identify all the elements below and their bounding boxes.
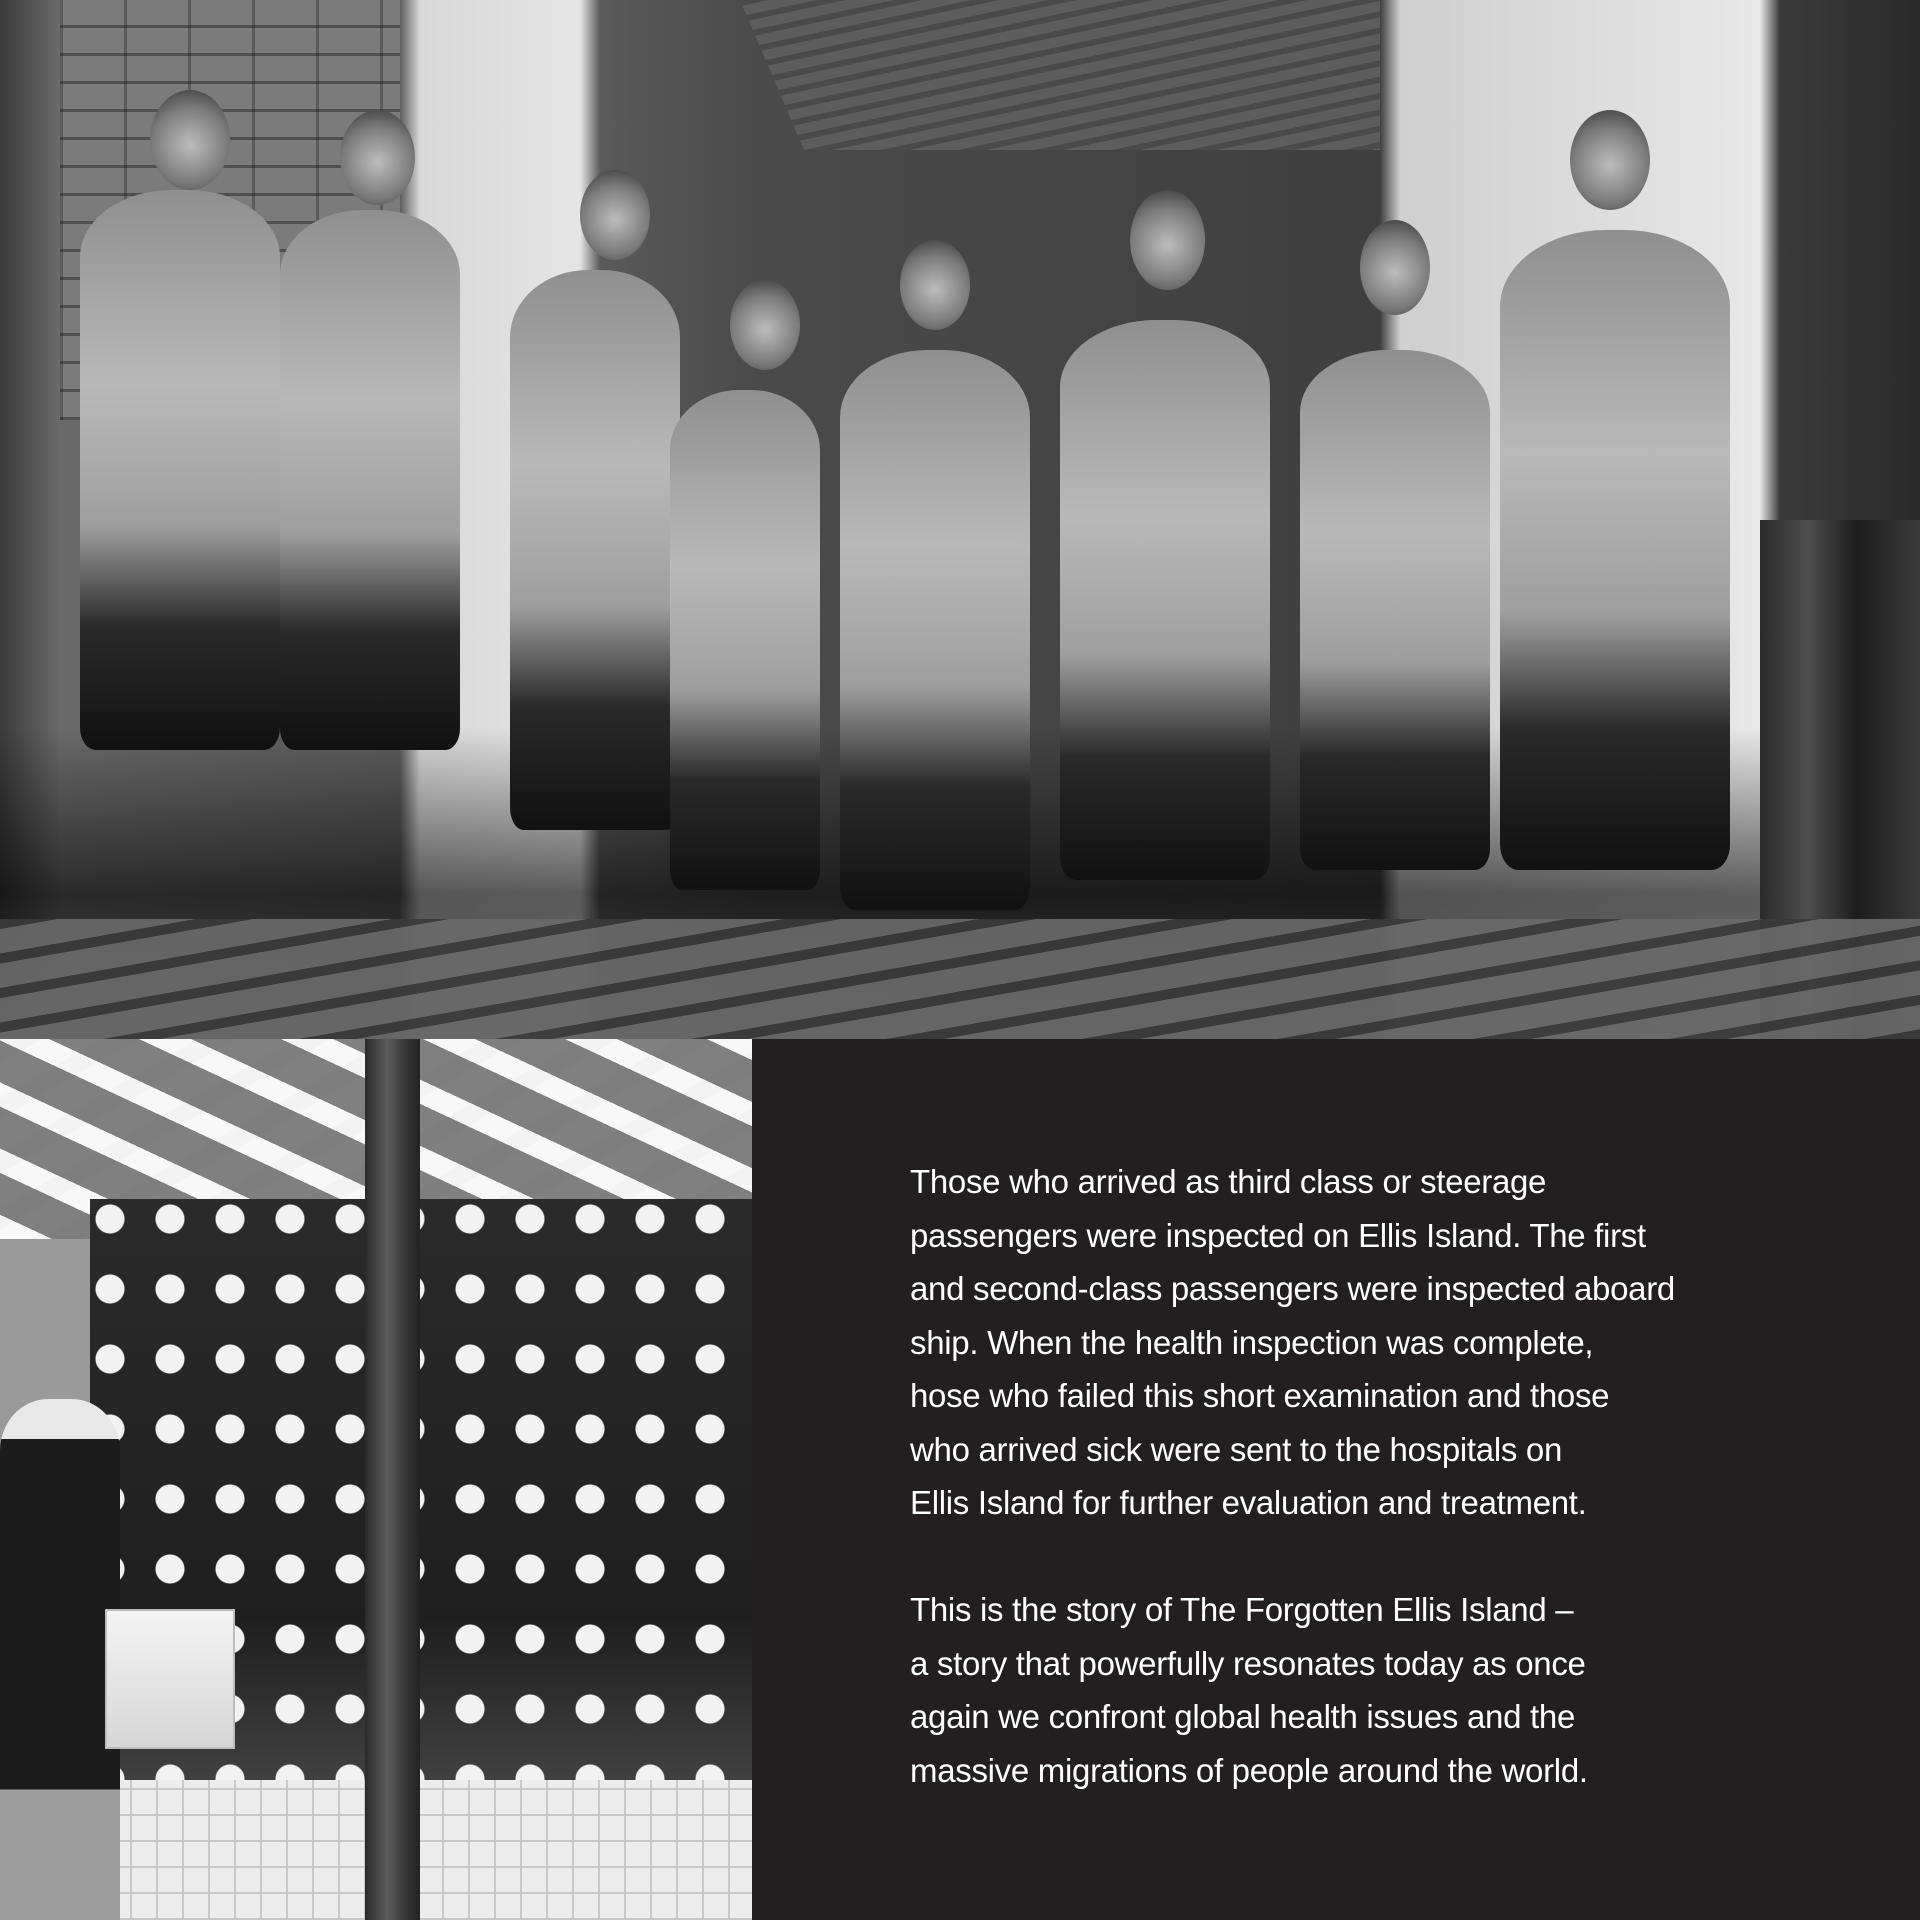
- person-head: [900, 240, 970, 330]
- person-figure: [510, 270, 680, 830]
- person-head: [340, 110, 415, 205]
- students-hard-hats-photo: [0, 1039, 752, 1920]
- speaker-figure: [0, 1399, 120, 1920]
- paragraph-inspection: [910, 1155, 1830, 1530]
- text-panel: [752, 1039, 1920, 1920]
- text-line: hose who failed this short examination and those: [910, 1377, 1610, 1414]
- text-line: who arrived sick were sent to the hospitals on: [910, 1430, 1563, 1468]
- text-line: passengers were inspected on Ellis Island. The first: [910, 1216, 1646, 1254]
- person-head: [580, 170, 650, 260]
- body-text: [910, 1155, 1830, 1797]
- person-head: [1360, 220, 1430, 315]
- paragraph-story: [910, 1583, 1830, 1797]
- text-line: This is the story of The Forgotten Ellis Island –: [910, 1591, 1574, 1628]
- text-line: Ellis Island for further evaluation and treatment.: [910, 1484, 1587, 1521]
- pillar: [365, 1039, 420, 1920]
- group-of-women-and-girls: [80, 90, 1810, 990]
- person-figure: [280, 210, 460, 750]
- text-line: Those who arrived as third class or steerage: [910, 1163, 1547, 1200]
- person-figure: [1060, 320, 1270, 880]
- text-line: ship. When the health inspection was complete,: [910, 1323, 1594, 1361]
- person-head: [150, 90, 230, 190]
- sink: [105, 1609, 235, 1749]
- porch-floor: [0, 919, 1920, 1039]
- person-head: [1570, 110, 1650, 210]
- person-figure: [1300, 350, 1490, 870]
- person-head: [1130, 190, 1205, 290]
- person-figure: [840, 350, 1030, 910]
- text-line: massive migrations of people around the world.: [910, 1751, 1588, 1789]
- text-line: again we confront global health issues and the: [910, 1698, 1576, 1735]
- person-figure: [80, 190, 280, 750]
- person-head: [730, 280, 800, 370]
- text-line: and second-class passengers were inspected aboard: [910, 1270, 1675, 1307]
- person-figure: [1500, 230, 1730, 870]
- text-line: a story that powerfully resonates today as once: [910, 1644, 1586, 1682]
- person-figure: [670, 390, 820, 890]
